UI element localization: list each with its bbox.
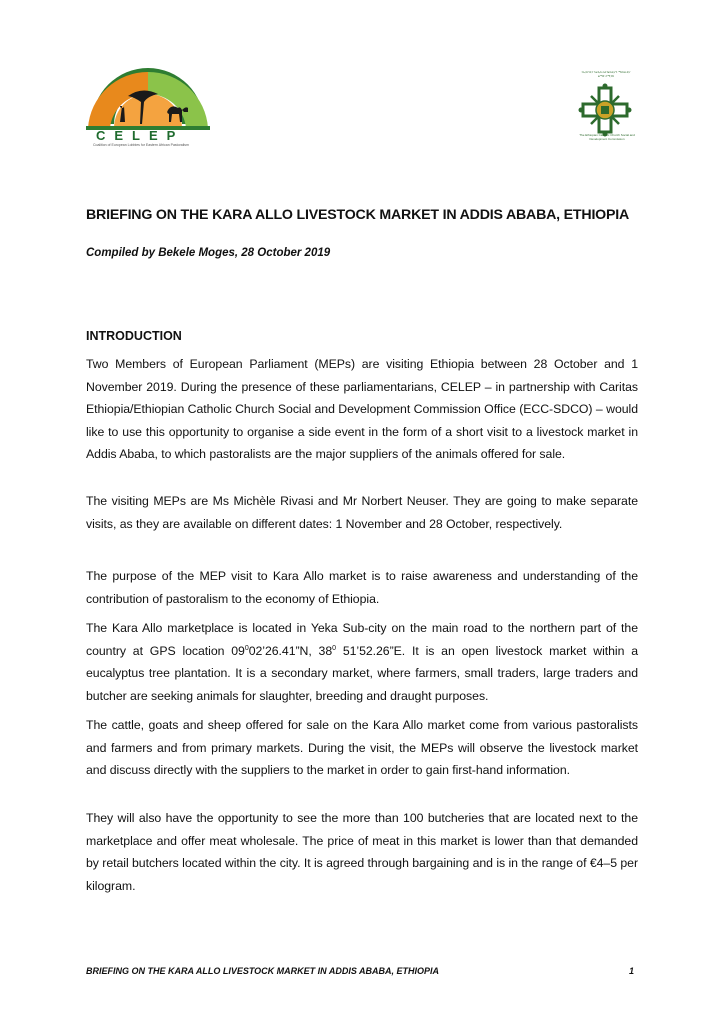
paragraph-1: Two Members of European Parliament (MEPs) are visiting Ethiopia between 28 October and 1 November 2019. During the presence of these parliamentarians, CELEP – in partnership with Caritas Ethiopia/Ethiopian Catholic Church Social and Development Commission Office (ECC-SDCO) – would like to use this opportunity to organise a side event in the form of a short visit to a livestock market in Addis Ababa, to which pastoralists are the major suppliers of the animals offered for sale. <box>86 357 638 462</box>
paragraph-4-part-2: 02’26.41”N, 38 <box>248 643 333 658</box>
page-number: 1 <box>629 966 635 976</box>
paragraph-3: The purpose of the MEP visit to Kara Allo market is to raise awareness and understanding of the contribution of pastoralism to the economy of Ethiopia. <box>86 569 638 606</box>
paragraph-2: The visiting MEPs are Ms Michèle Rivasi and Mr Norbert Neuser. They are going to make separate visits, as they are available on different dates: 1 November and 28 October, respectively. <box>86 494 638 531</box>
paragraph-5: The cattle, goats and sheep offered for sale on the Kara Allo market come from various pastoralists and farmers and from primary markets. During the visit, the MEPs will observe the livestock market and discuss directly with the suppliers to the market in order to gain first-hand information. <box>86 718 638 778</box>
section-heading: INTRODUCTION <box>86 329 182 343</box>
footer-running-title: BRIEFING ON THE KARA ALLO LIVESTOCK MARKET IN ADDIS ABABA, ETHIOPIA <box>86 966 440 976</box>
compiled-by-line: Compiled by Bekele Moges, 28 October 2019 <box>86 247 331 259</box>
paragraph-4-part-3: 51’52.26”E. It is an open livestock market within a eucalyptus tree plantation. It is a secondary market, where farmers, small traders, large traders and butcher are seeking animals for slaughter, breeding and draught purposes. <box>86 643 638 703</box>
ecc-logo-english-text: The Ethiopian Catholic Church Social and Development Commission <box>579 133 635 141</box>
document-title: BRIEFING ON THE KARA ALLO LIVESTOCK MARKET IN ADDIS ABABA, ETHIOPIA <box>86 207 630 223</box>
degree-superscript-1: 0 <box>244 644 249 652</box>
paragraph-6: They will also have the opportunity to see the more than 100 butcheries that are located next to the marketplace and offer meat wholesale. The price of meat in this market is lower than that demanded by retail butchers located within the city. It is agreed through bargaining and is in the range of €4–5 per kilogram. <box>86 811 638 893</box>
paragraph-4-part-1: The Kara Allo marketplace is located in Yeka Sub-city on the main road to the northern part of the country at GPS location 09 <box>86 621 638 658</box>
degree-superscript-2: 0 <box>332 644 336 652</box>
celep-logo-subtitle: Coalition of European Lobbies for Eastern African Pastoralism <box>93 143 189 147</box>
paragraph-4 <box>86 617 638 707</box>
celep-logo-text: CELEP <box>96 128 185 143</box>
ecc-logo-amharic-text: የኢትዮጵያ ካቶሊክ ቤተክርስቲያን ማህበራዊና ልማት ኮሚሽን <box>581 70 631 78</box>
